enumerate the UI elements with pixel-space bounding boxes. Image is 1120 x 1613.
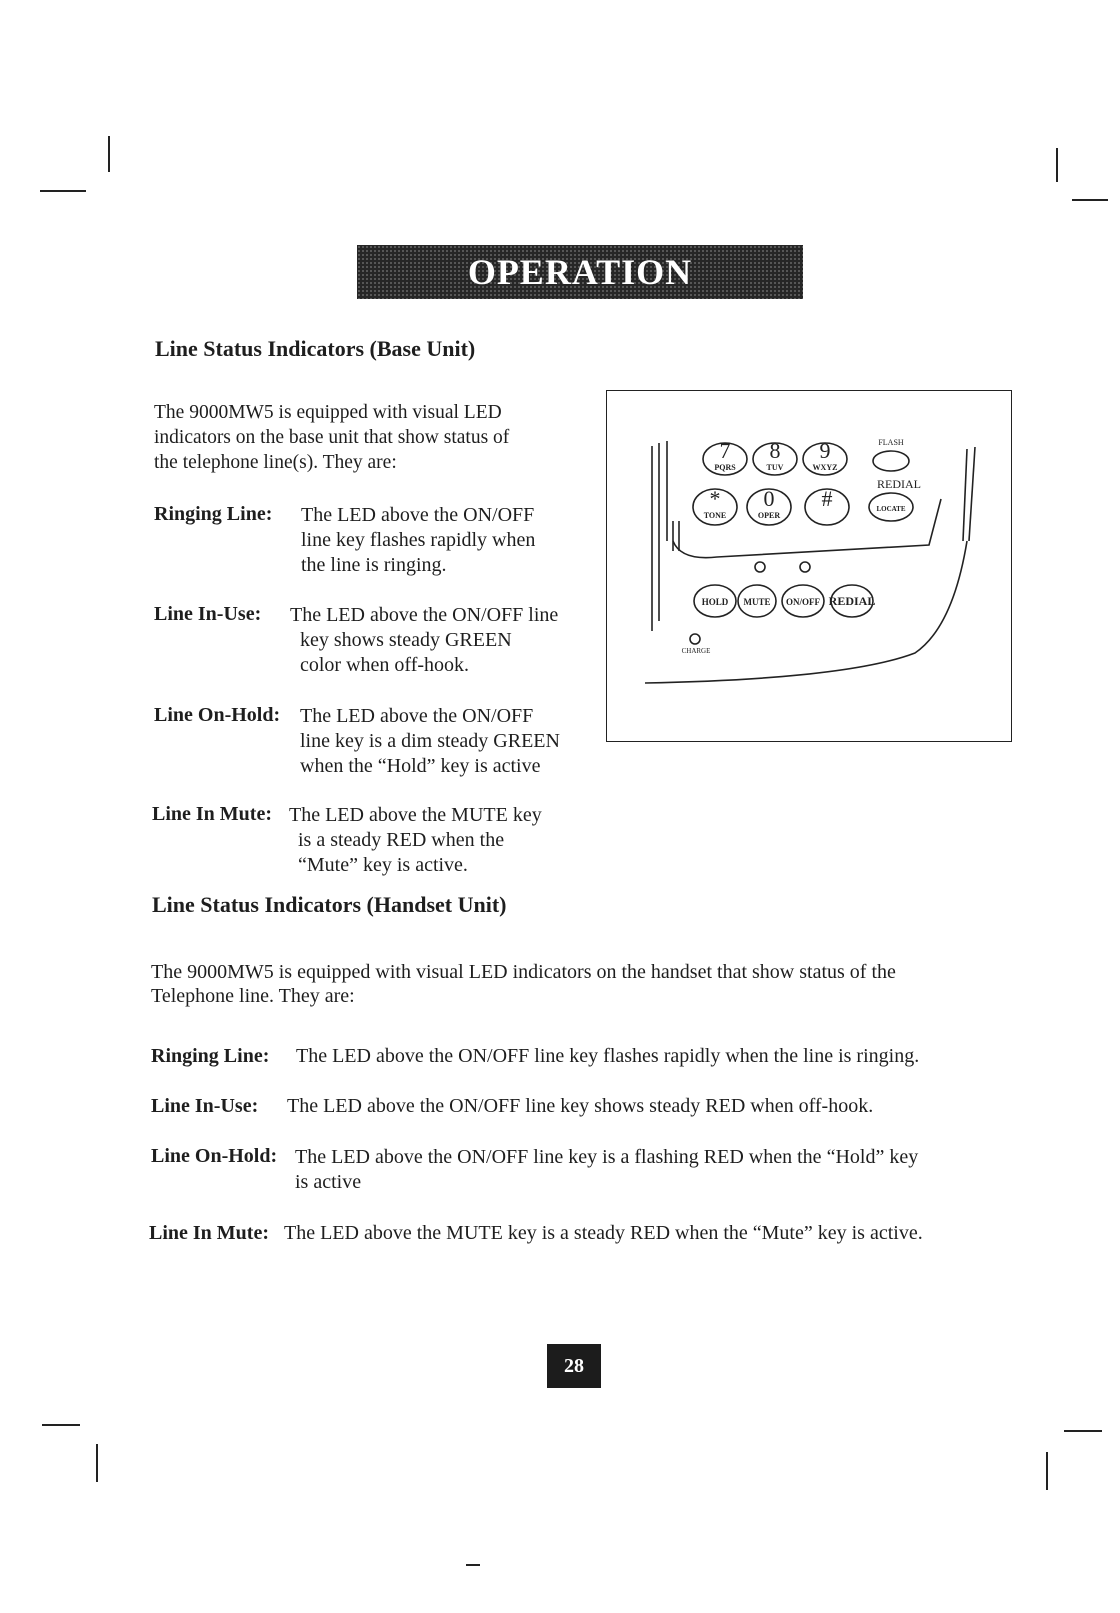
item-label: Ringing Line: [151, 1045, 270, 1067]
desc-line: color when off-hook. [300, 654, 470, 676]
led-indicator [800, 562, 810, 572]
crop-mark [466, 1564, 480, 1566]
line-key-label: MUTE [743, 597, 771, 607]
desc-line: when the “Hold” key is active [300, 755, 541, 777]
base-item-in-use-desc [290, 603, 605, 678]
handset-item-on-hold-desc [295, 1145, 918, 1195]
item-label: Line On-Hold: [151, 1145, 278, 1167]
handset-item-in-use [151, 1095, 258, 1118]
item-label: Line On-Hold: [154, 704, 281, 726]
redial-label: REDIAL [877, 477, 921, 491]
desc-line: key shows steady GREEN [300, 629, 512, 651]
charge-label: CHARGE [681, 647, 711, 655]
handset-item-ringing [151, 1045, 269, 1068]
crop-mark [42, 1424, 80, 1426]
crop-mark [40, 190, 86, 192]
crop-mark [96, 1444, 98, 1482]
line-key-label: HOLD [701, 597, 729, 607]
base-item-ringing-desc [301, 503, 601, 578]
base-unit-intro [154, 400, 584, 475]
base-item-mute-desc [289, 803, 589, 878]
key-digit: * [709, 486, 721, 511]
key-digit: 7 [719, 438, 731, 463]
intro-line: indicators on the base unit that show status of [154, 427, 510, 448]
flash-key [873, 451, 909, 471]
handset-item-mute [149, 1222, 269, 1245]
intro-line: The 9000MW5 is equipped with visual LED indicators on the handset that show status of the [151, 961, 896, 983]
crop-mark [1056, 148, 1058, 182]
charge-led [690, 634, 700, 644]
crop-mark [108, 136, 110, 172]
led-indicator [755, 562, 765, 572]
desc-line: The LED above the ON/OFF line key is a flashing RED when the “Hold” key [295, 1146, 919, 1168]
desc-line: The LED above the MUTE key [289, 804, 542, 826]
base-item-ringing [154, 503, 272, 526]
item-label: Line In Mute: [152, 803, 272, 825]
crop-mark [1064, 1430, 1102, 1432]
item-label: Line In-Use: [151, 1095, 259, 1117]
intro-line: The 9000MW5 is equipped with visual LED [154, 402, 502, 423]
intro-line: Telephone line. They are: [151, 985, 355, 1007]
key-letters: TONE [703, 511, 727, 520]
key-letters: TUV [766, 463, 784, 472]
intro-line: the telephone line(s). They are: [154, 452, 397, 473]
desc-line: line key is a dim steady GREEN [300, 730, 560, 752]
base-unit-heading: Line Status Indicators (Base Unit) [155, 336, 476, 361]
handset-unit-intro [151, 960, 896, 1008]
section-banner [357, 245, 803, 299]
desc-line: line key flashes rapidly when [301, 529, 536, 551]
banner-title: OPERATION [467, 252, 693, 292]
handset-item-ringing-desc: The LED above the ON/OFF line key flashes rapidly when the line is ringing. [296, 1045, 920, 1067]
desc-line: The LED above the ON/OFF [301, 504, 535, 526]
page-number: 28 [547, 1344, 601, 1388]
line-key-label: ON/OFF [786, 597, 820, 607]
crop-mark [1046, 1452, 1048, 1490]
handset-item-in-use-desc: The LED above the ON/OFF line key shows steady RED when off-hook. [287, 1095, 874, 1117]
locate-label: LOCATE [876, 505, 906, 513]
base-unit-illustration [606, 390, 1012, 742]
base-item-on-hold [154, 704, 280, 727]
key-digit: # [821, 486, 833, 511]
flash-label: FLASH [878, 438, 904, 447]
key-letters: WXYZ [812, 463, 838, 472]
base-item-on-hold-desc [300, 704, 600, 779]
base-unit-drawing [607, 391, 1011, 741]
key-digit: 0 [763, 486, 775, 511]
housing-edge [969, 447, 975, 541]
item-label: Ringing Line: [154, 503, 273, 525]
desc-line: is a steady RED when the [298, 829, 505, 851]
housing-edge [963, 449, 967, 541]
base-item-in-use [154, 603, 261, 626]
handset-item-on-hold [151, 1145, 277, 1168]
key-letters: PQRS [714, 463, 736, 472]
handset-unit-heading: Line Status Indicators (Handset Unit) [152, 892, 507, 917]
desc-line: is active [295, 1171, 362, 1193]
key-letters: OPER [757, 511, 781, 520]
item-label: Line In Mute: [149, 1222, 269, 1244]
desc-line: The LED above the ON/OFF line [290, 604, 559, 626]
item-label: Line In-Use: [154, 603, 262, 625]
desc-line: “Mute” key is active. [298, 854, 468, 876]
line-key-label: REDIAL [828, 594, 876, 608]
desc-line: The LED above the ON/OFF [300, 705, 534, 727]
key-digit: 8 [769, 438, 781, 463]
base-item-mute [152, 803, 272, 826]
key-digit: 9 [819, 438, 831, 463]
crop-mark [1072, 199, 1108, 201]
desc-line: the line is ringing. [301, 554, 447, 576]
handset-item-mute-desc: The LED above the MUTE key is a steady RED when the “Mute” key is active. [284, 1222, 923, 1244]
